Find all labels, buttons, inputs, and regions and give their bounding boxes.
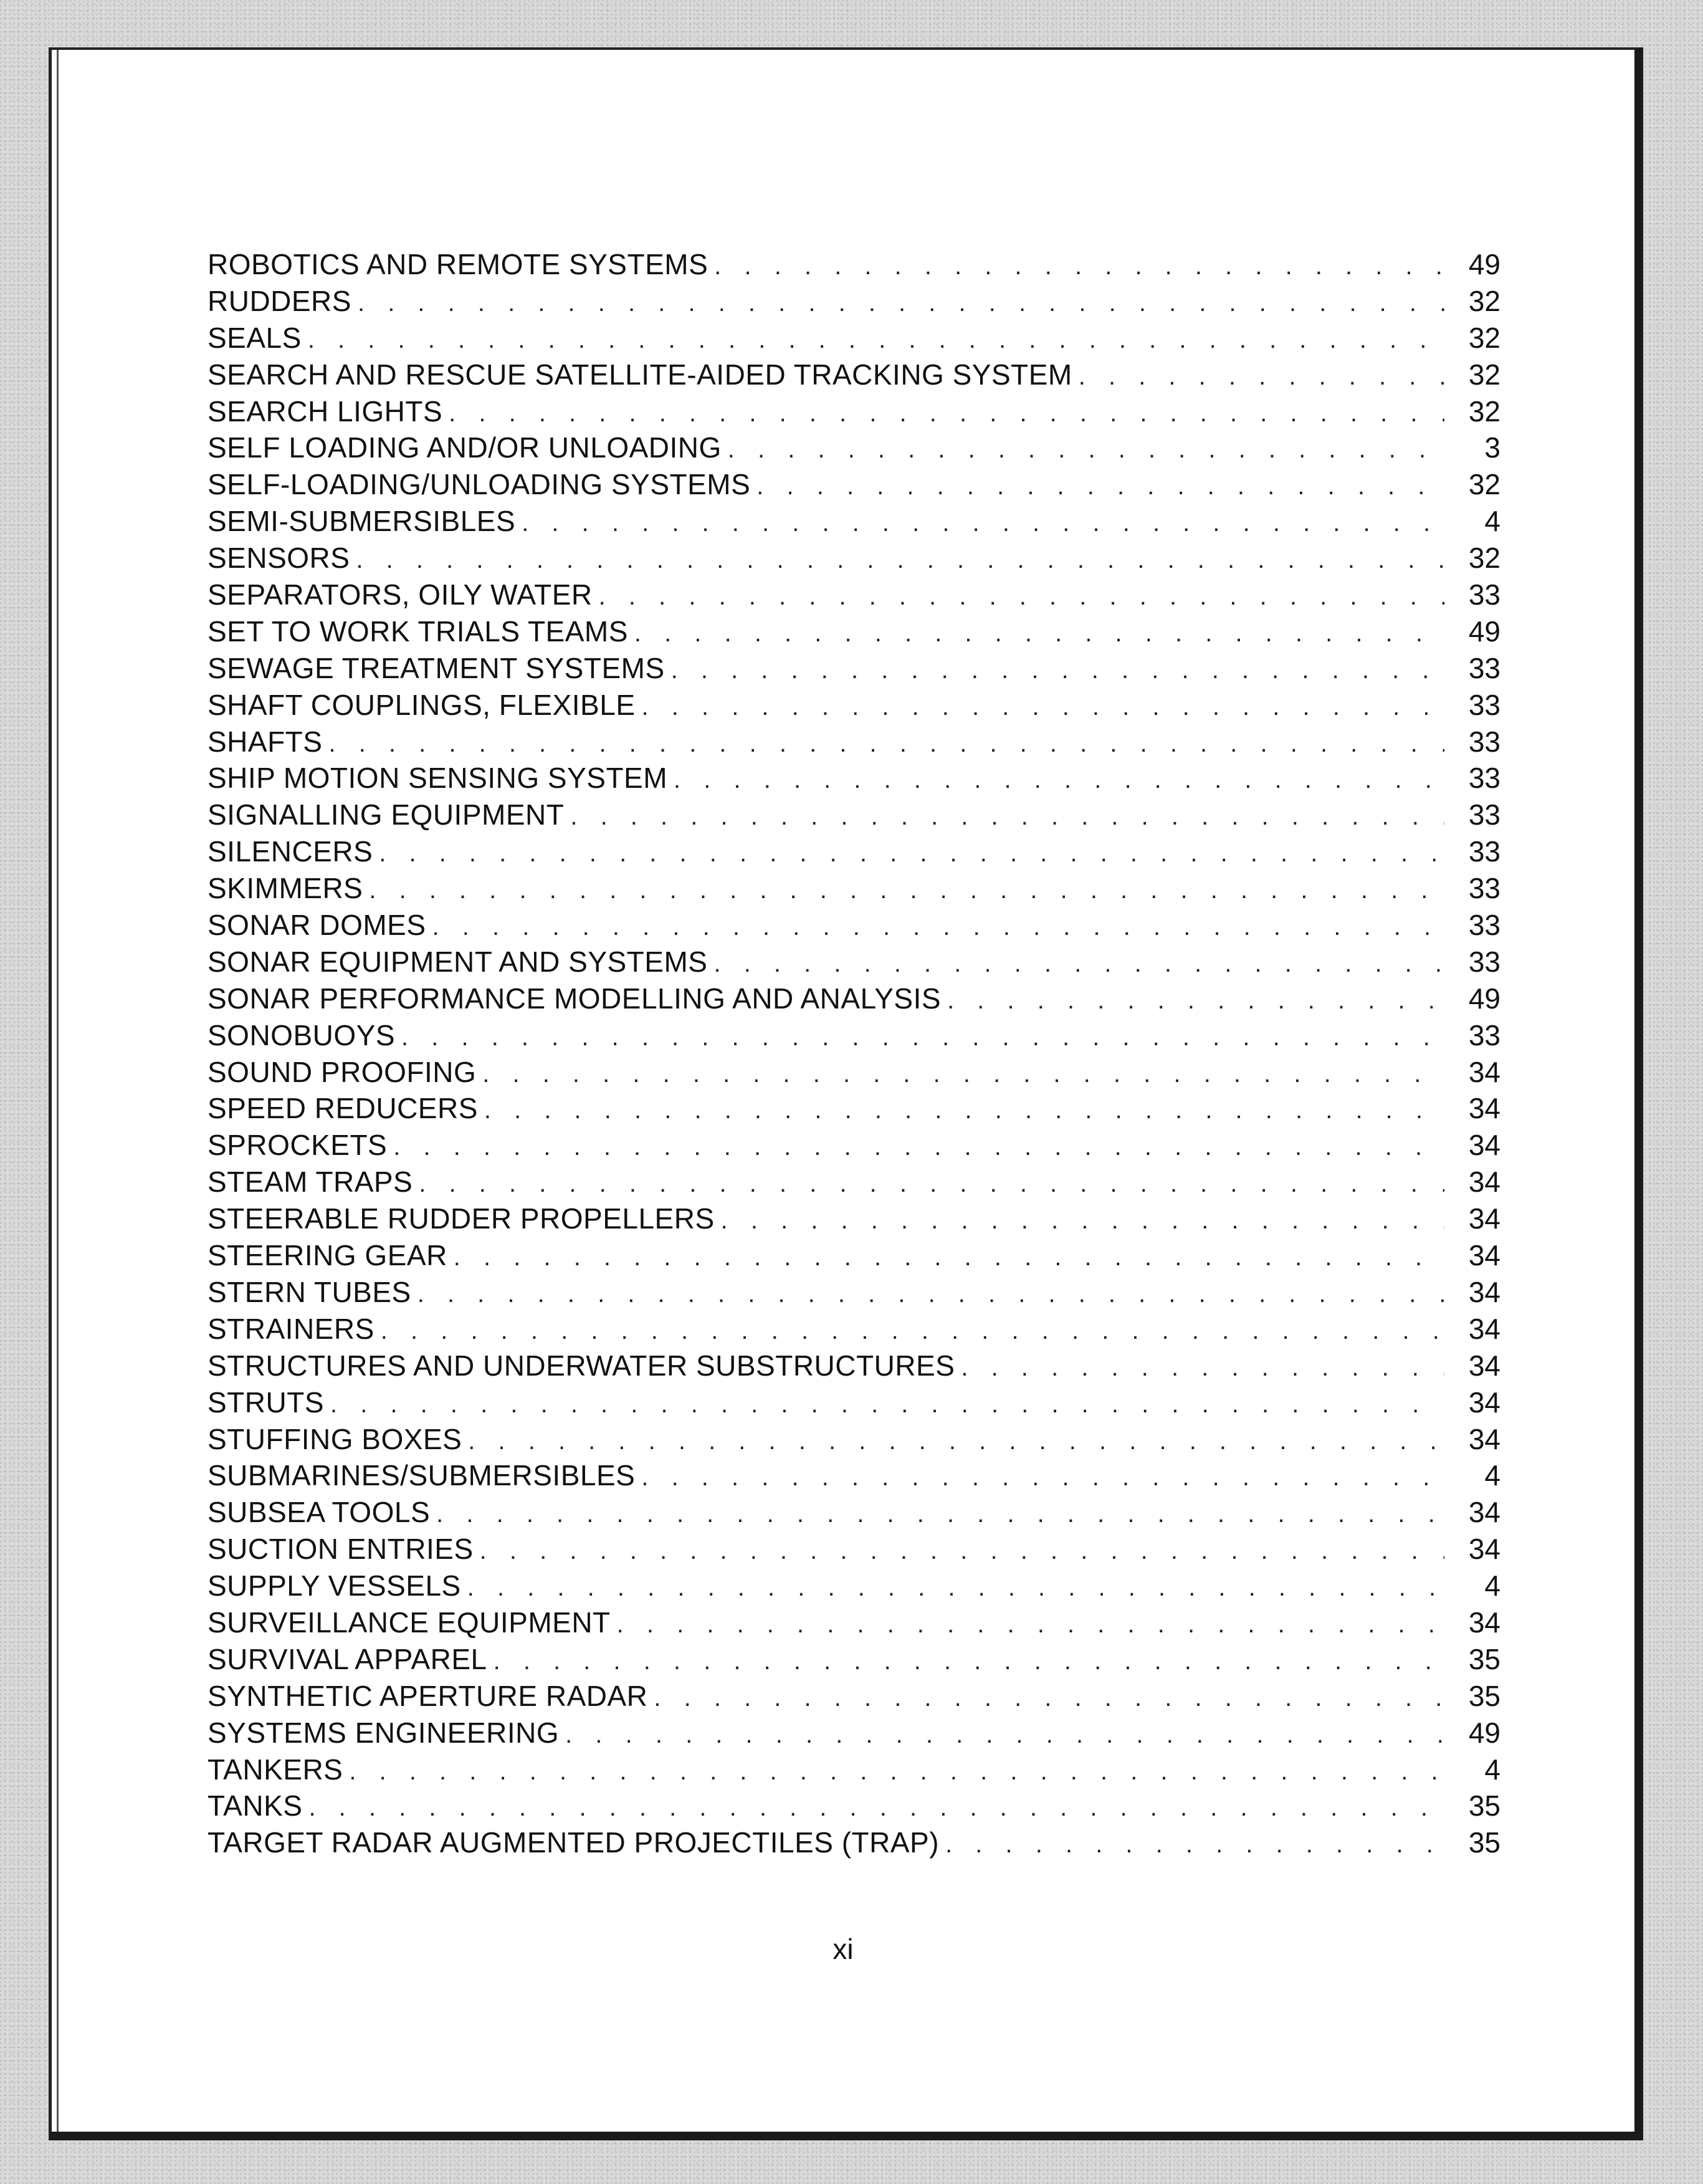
index-entry: [208, 540, 1500, 577]
index-entry: [208, 466, 1500, 503]
index-page-number: 32: [1468, 542, 1500, 575]
dot-leader: [468, 1423, 1444, 1460]
dot-leader: [634, 615, 1444, 652]
dot-leader: [393, 1129, 1444, 1166]
index-term: SUBMARINES/SUBMERSIBLES: [208, 1459, 636, 1492]
index-term: SYNTHETIC APERTURE RADAR: [208, 1679, 648, 1712]
index-entry: [208, 833, 1500, 870]
index-entry: [208, 1274, 1500, 1311]
index-term: SELF-LOADING/UNLOADING SYSTEMS: [208, 468, 751, 501]
index-page-number: 34: [1468, 1239, 1500, 1272]
dot-leader: [356, 542, 1444, 578]
dot-leader: [454, 1239, 1444, 1276]
index-term: SUPPLY VESSELS: [208, 1569, 461, 1602]
index-list: [208, 246, 1500, 1861]
index-term: STRAINERS: [208, 1312, 374, 1345]
dot-leader: [436, 1496, 1444, 1533]
index-term: STEAM TRAPS: [208, 1166, 413, 1199]
index-entry: [208, 1531, 1500, 1568]
dot-leader: [484, 1092, 1444, 1129]
index-term: SONAR PERFORMANCE MODELLING AND ANALYSIS: [208, 982, 942, 1015]
index-page-number: 34: [1468, 1312, 1500, 1345]
index-entry: [208, 1090, 1500, 1127]
index-entry: [208, 1824, 1500, 1861]
index-term: SELF LOADING AND/OR UNLOADING: [208, 431, 722, 464]
page-number-footer: xi: [832, 1933, 854, 1965]
index-entry: [208, 980, 1500, 1017]
index-term: SEWAGE TREATMENT SYSTEMS: [208, 651, 665, 684]
index-entry: [208, 246, 1500, 283]
index-entry: [208, 724, 1500, 760]
index-entry: [208, 1017, 1500, 1054]
index-term: SEALS: [208, 321, 302, 354]
dot-leader: [379, 835, 1444, 872]
index-term: SKIMMERS: [208, 872, 363, 905]
index-term: ROBOTICS AND REMOTE SYSTEMS: [208, 248, 708, 280]
index-page-number: 32: [1468, 284, 1500, 317]
index-entry: [208, 1788, 1500, 1824]
index-entry: [208, 944, 1500, 980]
index-page-number: 35: [1468, 1679, 1500, 1712]
index-term: TANKERS: [208, 1753, 343, 1786]
index-page-number: 49: [1468, 248, 1500, 280]
dot-leader: [349, 1753, 1444, 1790]
index-page-number: 49: [1468, 982, 1500, 1015]
index-term: RUDDERS: [208, 284, 351, 317]
dot-leader: [642, 689, 1444, 726]
index-page-number: 49: [1468, 615, 1500, 648]
dot-leader: [330, 1386, 1444, 1423]
index-term: STUFFING BOXES: [208, 1422, 462, 1455]
dot-leader: [565, 1717, 1444, 1753]
index-page-number: 35: [1468, 1826, 1500, 1859]
index-term: SEARCH LIGHTS: [208, 395, 443, 428]
index-page-number: 34: [1468, 1533, 1500, 1566]
dot-leader: [358, 285, 1444, 322]
index-entry: [208, 1457, 1500, 1494]
index-term: SENSORS: [208, 542, 350, 575]
index-page-number: 32: [1468, 395, 1500, 428]
index-entry: [208, 393, 1500, 430]
index-term: SYSTEMS ENGINEERING: [208, 1716, 560, 1749]
index-entry: [208, 797, 1500, 833]
dot-leader: [713, 946, 1444, 982]
index-entry: [208, 320, 1500, 357]
dot-leader: [756, 468, 1444, 505]
index-term: SPROCKETS: [208, 1129, 388, 1162]
dot-leader: [401, 1019, 1444, 1056]
dot-leader: [714, 248, 1444, 285]
dot-leader: [432, 909, 1444, 946]
dot-leader: [308, 1789, 1444, 1826]
dot-leader: [369, 872, 1444, 909]
index-page-number: 33: [1468, 651, 1500, 684]
index-page-number: 35: [1468, 1789, 1500, 1822]
dot-leader: [449, 395, 1444, 432]
index-page-number: 33: [1468, 762, 1500, 795]
dot-leader: [599, 578, 1444, 615]
index-page-number: 34: [1468, 1606, 1500, 1639]
index-page-number: 33: [1468, 945, 1500, 978]
index-page-number: 3: [1484, 431, 1500, 464]
index-page-number: 4: [1484, 1753, 1500, 1786]
dot-leader: [419, 1166, 1444, 1202]
index-entry: [208, 429, 1500, 466]
dot-leader: [467, 1569, 1444, 1606]
index-entry: [208, 1164, 1500, 1200]
index-page-number: 34: [1468, 1386, 1500, 1419]
index-term: SEARCH AND RESCUE SATELLITE-AIDED TRACKING SYSTEM: [208, 358, 1072, 391]
index-page-number: 33: [1468, 725, 1500, 758]
index-page-number: 33: [1468, 798, 1500, 831]
index-term: SILENCERS: [208, 835, 373, 868]
index-term: SUBSEA TOOLS: [208, 1496, 431, 1529]
index-entry: [208, 760, 1500, 797]
dot-leader: [947, 982, 1444, 1019]
index-term: SHAFTS: [208, 725, 323, 758]
dot-leader: [671, 652, 1444, 689]
index-entry: [208, 1127, 1500, 1164]
index-entry: [208, 1678, 1500, 1715]
index-entry: [208, 1604, 1500, 1641]
index-entry: [208, 1715, 1500, 1751]
index-term: STEERABLE RUDDER PROPELLERS: [208, 1202, 715, 1235]
index-entry: [208, 1311, 1500, 1348]
dot-leader: [328, 726, 1444, 762]
dot-leader: [308, 322, 1444, 358]
index-page-number: 49: [1468, 1716, 1500, 1749]
index-term: STRUTS: [208, 1386, 324, 1419]
index-term: SEPARATORS, OILY WATER: [208, 578, 593, 611]
index-page-number: 34: [1468, 1422, 1500, 1455]
index-term: SHIP MOTION SENSING SYSTEM: [208, 762, 668, 795]
dot-leader: [482, 1056, 1444, 1093]
index-entry: [208, 613, 1500, 650]
index-page-number: 34: [1468, 1496, 1500, 1529]
index-page-number: 33: [1468, 909, 1500, 942]
index-page-number: 4: [1484, 505, 1500, 538]
dot-leader: [381, 1313, 1444, 1349]
index-term: STERN TUBES: [208, 1275, 411, 1308]
index-term: SONAR DOMES: [208, 909, 426, 942]
index-page-number: 34: [1468, 1129, 1500, 1162]
index-page-number: 34: [1468, 1349, 1500, 1382]
index-page-number: 32: [1468, 358, 1500, 391]
index-page-number: 34: [1468, 1202, 1500, 1235]
dot-leader: [494, 1643, 1444, 1680]
dot-leader: [417, 1276, 1444, 1313]
index-page-number: 33: [1468, 1018, 1500, 1051]
index-term: SURVIVAL APPAREL: [208, 1642, 487, 1675]
dot-leader: [654, 1680, 1444, 1717]
index-term: SIGNALLING EQUIPMENT: [208, 798, 565, 831]
index-page-number: 33: [1468, 688, 1500, 721]
index-term: TANKS: [208, 1789, 303, 1822]
index-term: SOUND PROOFING: [208, 1055, 477, 1088]
index-entry: [208, 283, 1500, 320]
index-page-number: 32: [1468, 468, 1500, 501]
index-term: STEERING GEAR: [208, 1239, 447, 1272]
index-page-number: 34: [1468, 1166, 1500, 1199]
index-entry: [208, 1568, 1500, 1604]
index-entry: [208, 577, 1500, 613]
index-entry: [208, 907, 1500, 944]
dot-leader: [480, 1533, 1444, 1569]
dot-leader: [721, 1202, 1444, 1239]
index-entry: [208, 1348, 1500, 1384]
index-page-number: 34: [1468, 1092, 1500, 1125]
index-term: SHAFT COUPLINGS, FLEXIBLE: [208, 688, 636, 721]
index-entry: [208, 687, 1500, 724]
index-page-number: 4: [1484, 1569, 1500, 1602]
dot-leader: [945, 1826, 1444, 1863]
dot-leader: [674, 762, 1444, 798]
index-page-number: 34: [1468, 1275, 1500, 1308]
index-page-number: 34: [1468, 1055, 1500, 1088]
index-entry: [208, 1384, 1500, 1421]
dot-leader: [522, 505, 1444, 542]
index-term: SEMI-SUBMERSIBLES: [208, 505, 516, 538]
index-page-number: 35: [1468, 1642, 1500, 1675]
index-page-number: 4: [1484, 1459, 1500, 1492]
index-term: TARGET RADAR AUGMENTED PROJECTILES (TRAP): [208, 1826, 940, 1859]
index-term: SURVEILLANCE EQUIPMENT: [208, 1606, 611, 1639]
index-entry: [208, 1237, 1500, 1274]
index-entry: [208, 1641, 1500, 1678]
index-term: SPEED REDUCERS: [208, 1092, 478, 1125]
document-page: [49, 47, 1643, 2140]
index-entry: [208, 1494, 1500, 1531]
dot-leader: [961, 1349, 1444, 1386]
index-page-number: 33: [1468, 872, 1500, 905]
index-page-number: 33: [1468, 835, 1500, 868]
index-term: SUCTION ENTRIES: [208, 1533, 474, 1566]
index-entry: [208, 1054, 1500, 1091]
index-entry: [208, 650, 1500, 687]
index-term: STRUCTURES AND UNDERWATER SUBSTRUCTURES: [208, 1349, 955, 1382]
index-term: SONAR EQUIPMENT AND SYSTEMS: [208, 945, 708, 978]
index-term: SONOBUOYS: [208, 1018, 396, 1051]
index-page-number: 32: [1468, 321, 1500, 354]
index-entry: [208, 1751, 1500, 1788]
index-entry: [208, 357, 1500, 393]
dot-leader: [570, 798, 1444, 835]
dot-leader: [617, 1606, 1444, 1643]
dot-leader: [728, 431, 1444, 468]
index-term: SET TO WORK TRIALS TEAMS: [208, 615, 628, 648]
index-page-number: 33: [1468, 578, 1500, 611]
dot-leader: [641, 1459, 1444, 1496]
index-entry: [208, 870, 1500, 907]
dot-leader: [1079, 358, 1444, 395]
index-entry: [208, 503, 1500, 540]
index-entry: [208, 1421, 1500, 1458]
index-entry: [208, 1200, 1500, 1237]
